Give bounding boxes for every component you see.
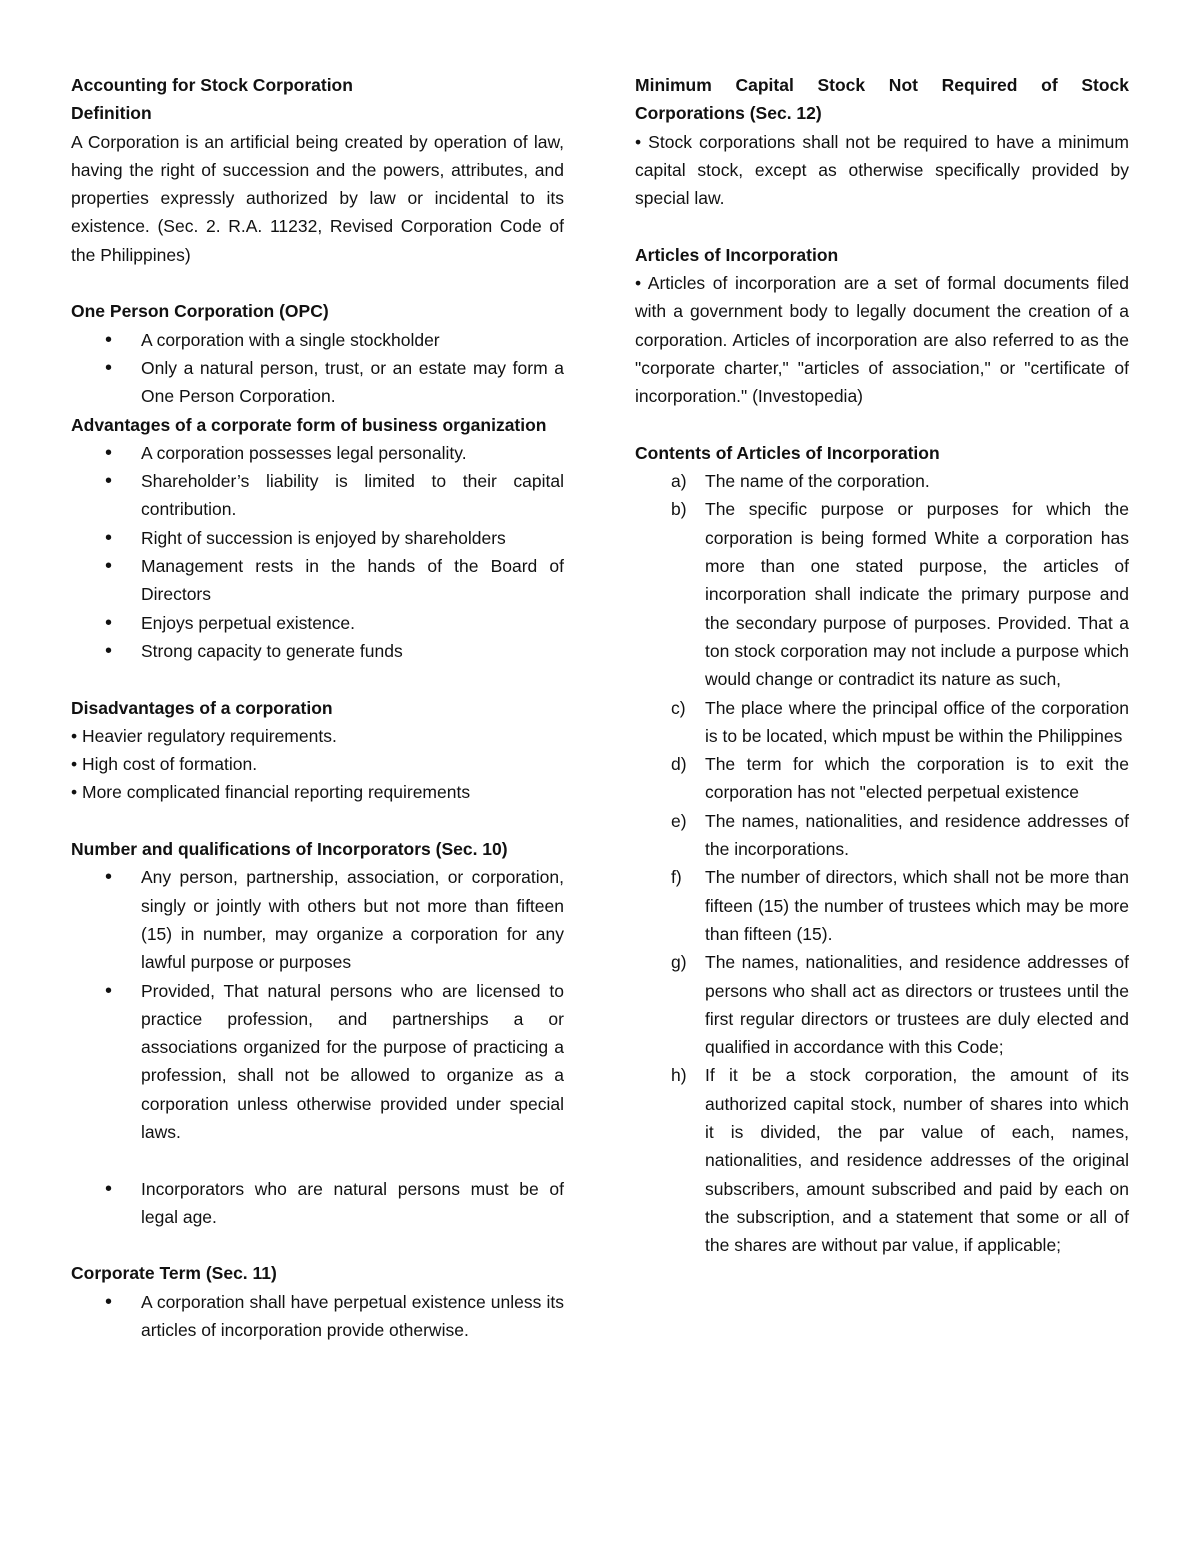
list-item-text: The name of the corporation. bbox=[705, 471, 930, 492]
list-item-text: The names, nationalities, and residence addresses of the incorporations. bbox=[705, 810, 1129, 860]
incorporators-list bbox=[71, 863, 564, 1146]
list-marker: h) bbox=[671, 1065, 687, 1086]
list-item: • Any person, partnership, association, or corporation, singly or jointly with others but not more than fifteen (15) in number, may organize a corporation for any lawful purpose or purposes bbox=[71, 863, 564, 976]
incorporators-heading: Number and qualifications of Incorporators (Sec. 10) bbox=[71, 839, 508, 860]
list-item-text: The specific purpose or purposes for which the corporation is being formed White a corporation has more than one stated purpose, the articles of incorporation shall indicate the primary purpose and the secondary purpose of purposes. Provided. That a ton stock corporation may not include a purpose which would change or contradict its nature as such, bbox=[705, 499, 1129, 690]
advantages-heading: Advantages of a corporate form of business organization bbox=[71, 414, 547, 435]
contents-list bbox=[635, 467, 1129, 1259]
list-item-text: The place where the principal office of the corporation is to be located, which mpust be within the Philippines bbox=[705, 697, 1129, 746]
list-marker: c) bbox=[671, 697, 686, 718]
list-item: • Enjoys perpetual existence. bbox=[71, 609, 564, 637]
list-item-text: The number of directors, which shall not be more than fifteen (15) the number of trustees which may be more than fifteen (15). bbox=[705, 867, 1129, 944]
list-item: • Heavier regulatory requirements. bbox=[71, 725, 337, 746]
list-item bbox=[635, 694, 1129, 751]
term-heading: Corporate Term (Sec. 11) bbox=[71, 1263, 277, 1284]
min-capital-text: • Stock corporations shall not be required to have a minimum capital stock, except as otherwise specifically provided by special law. bbox=[635, 131, 1129, 209]
document-title: Accounting for Stock Corporation bbox=[71, 75, 353, 95]
list-marker: a) bbox=[671, 471, 687, 492]
list-item-text: The term for which the corporation is to exit the corporation has not "elected perpetual existence bbox=[705, 754, 1129, 803]
list-item: • A corporation shall have perpetual existence unless its articles of incorporation provide otherwise. bbox=[71, 1288, 564, 1345]
list-item bbox=[635, 1061, 1129, 1259]
list-item: • Incorporators who are natural persons must be of legal age. bbox=[71, 1175, 564, 1232]
list-item: • More complicated financial reporting requirements bbox=[71, 782, 471, 803]
articles-text: • Articles of incorporation are a set of formal documents filed with a government body to legally document the creation of a corporation. Articles of incorporation are also referred to as the "corporate charter," "articles of association," or "certificate of incorporation." (Investopedia) bbox=[635, 273, 1129, 407]
right-column bbox=[635, 71, 1129, 1259]
list-marker: d) bbox=[671, 754, 687, 775]
list-item bbox=[635, 750, 1129, 807]
term-list bbox=[71, 1288, 564, 1345]
definition-heading: Definition bbox=[71, 103, 152, 124]
list-item: • Right of succession is enjoyed by shareholders bbox=[71, 524, 564, 552]
disadvantages-heading: Disadvantages of a corporation bbox=[71, 697, 333, 718]
list-item bbox=[635, 495, 1129, 693]
list-item bbox=[635, 948, 1129, 1061]
opc-list bbox=[71, 326, 564, 411]
definition-text: A Corporation is an artificial being created by operation of law, having the right of succession and the powers, attributes, and properties expressly authorized by law or incidental to its existence. (Sec. 2. R.A. 11232, Revised Corporation Code of the Philippines) bbox=[71, 131, 564, 265]
contents-heading: Contents of Articles of Incorporation bbox=[635, 442, 940, 463]
list-item: • A corporation with a single stockholder bbox=[71, 326, 564, 354]
list-item: • Strong capacity to generate funds bbox=[71, 637, 564, 665]
list-item bbox=[635, 807, 1129, 864]
list-item-text: If it be a stock corporation, the amount of its authorized capital stock, number of shares into which it is divided, the par value of each, names, nationalities, and residence addresses of the original subscribers, amount subscribed and paid by each on the subscription, and a statement that some or all of the shares are without par value, if applicable; bbox=[705, 1065, 1129, 1256]
list-item: • Provided, That natural persons who are licensed to practice profession, and partnerships a or associations organized for the purpose of practicing a profession, shall not be allowed to organize as a corporation unless otherwise provided under special laws. bbox=[71, 977, 564, 1147]
list-item: • Shareholder’s liability is limited to their capital contribution. bbox=[71, 467, 564, 524]
list-marker: e) bbox=[671, 810, 687, 831]
min-capital-heading: Minimum Capital Stock Not Required of Stock Corporations (Sec. 12) bbox=[635, 75, 1129, 124]
articles-heading: Articles of Incorporation bbox=[635, 244, 839, 265]
incorporators-list-2 bbox=[71, 1175, 564, 1232]
list-item bbox=[635, 863, 1129, 948]
list-item-text: The names, nationalities, and residence addresses of persons who shall act as directors or trustees until the first regular directors or trustees are duly elected and qualified in accordance with this Code; bbox=[705, 952, 1129, 1058]
list-item: • Only a natural person, trust, or an estate may form a One Person Corporation. bbox=[71, 354, 564, 411]
list-item bbox=[635, 467, 1129, 495]
list-marker: f) bbox=[671, 867, 682, 888]
advantages-list bbox=[71, 439, 564, 665]
list-marker: g) bbox=[671, 952, 687, 973]
opc-heading: One Person Corporation (OPC) bbox=[71, 301, 329, 322]
list-marker: b) bbox=[671, 499, 687, 520]
list-item: • Management rests in the hands of the Board of Directors bbox=[71, 552, 564, 609]
list-item: • A corporation possesses legal personality. bbox=[71, 439, 564, 467]
left-column bbox=[71, 71, 564, 1344]
list-item: • High cost of formation. bbox=[71, 754, 258, 775]
